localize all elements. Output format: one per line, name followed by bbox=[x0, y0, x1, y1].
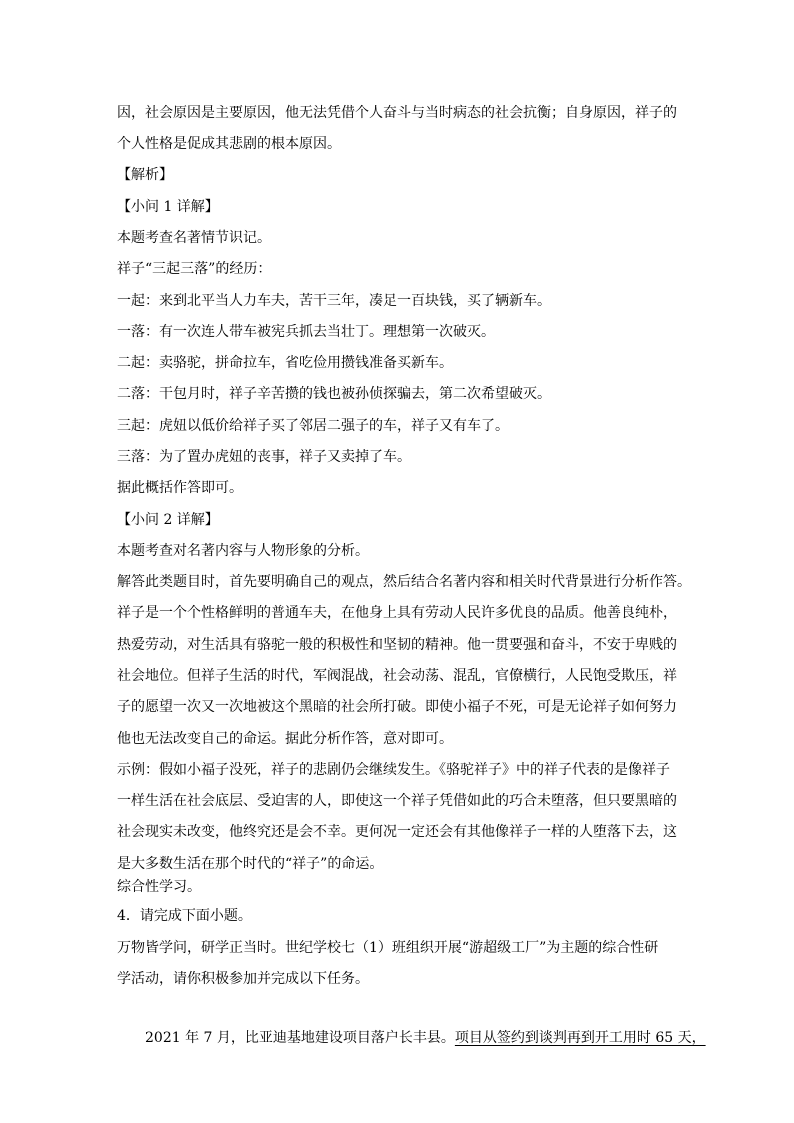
paragraph-line: 社会地位。但祥子生活的时代，军阀混战，社会动荡、混乱，官僚横行，人民饱受欺压，祥 bbox=[117, 668, 677, 684]
list-item: 一落：有一次连人带车被宪兵抓去当壮丁。理想第一次破灭。 bbox=[117, 324, 495, 340]
paragraph-line: 据此概括作答即可。 bbox=[117, 480, 243, 496]
paragraph-line bbox=[145, 1028, 706, 1048]
paragraph-line: 是大多数生活在那个时代的“祥子”的命运。 bbox=[117, 856, 384, 872]
paragraph-line: 祥子“三起三落”的经历： bbox=[117, 261, 272, 277]
paragraph-line: 示例：假如小福子没死，祥子的悲剧仍会继续发生。《骆驼祥子》中的祥子代表的是像祥子 bbox=[117, 762, 670, 778]
list-item: 三落：为了置办虎妞的丧事，祥子又卖掉了车。 bbox=[117, 449, 411, 465]
list-item: 一起：来到北平当人力车夫，苦干三年，凑足一百块钱，买了辆新车。 bbox=[117, 293, 551, 309]
paragraph-line: 本题考查对名著内容与人物形象的分析。 bbox=[117, 543, 369, 559]
question-number: 4．请完成下面小题。 bbox=[117, 908, 252, 924]
list-item: 三起：虎妞以低价给祥子买了邻居二强子的车，祥子又有车了。 bbox=[117, 418, 509, 434]
paragraph-line: 个人性格是促成其悲剧的根本原因。 bbox=[117, 136, 341, 152]
paragraph-line: 本题考查名著情节识记。 bbox=[117, 230, 271, 246]
paragraph-line: 解答此类题目时，首先要明确自己的观点，然后结合名著内容和相关时代背景进行分析作答。 bbox=[117, 574, 691, 590]
underlined-text: 项目从签约到谈判再到开工用时 65 天， bbox=[454, 1030, 706, 1046]
paragraph-line: 热爱劳动，对生活具有骆驼一般的积极性和坚韧的精神。他一贯要强和奋斗，不安于卑贱的 bbox=[117, 637, 677, 653]
paragraph-line: 综合性学习。 bbox=[117, 879, 201, 895]
paragraph-line: 学活动，请你积极参加并完成以下任务。 bbox=[117, 971, 369, 987]
paragraph-line: 一样生活在社会底层、受迫害的人，即使这一个祥子凭借如此的巧合未堕落，但只要黑暗的 bbox=[117, 793, 677, 809]
paragraph-line: 社会现实未改变，他终究还是会不幸。更何况一定还会有其他像祥子一样的人堕落下去，这 bbox=[117, 824, 677, 840]
paragraph-line: 万物皆学问，研学正当时。世纪学校七（1）班组织开展“游超级工厂”为主题的综合性研 bbox=[117, 940, 659, 956]
section-heading: 【解析】 bbox=[117, 167, 173, 183]
list-item: 二落：干包月时，祥子辛苦攒的钱也被孙侦探骗去，第二次希望破灭。 bbox=[117, 386, 551, 402]
list-item: 二起：卖骆驼，拼命拉车，省吃俭用攒钱准备买新车。 bbox=[117, 355, 453, 371]
paragraph-line: 子的愿望一次又一次地被这个黑暗的社会所打破。即使小福子不死，可是无论祥子如何努力 bbox=[117, 699, 677, 715]
paragraph-line: 他也无法改变自己的命运。据此分析作答，意对即可。 bbox=[117, 731, 453, 747]
plain-text: 2021 年 7 月，比亚迪基地建设项目落户长丰县。 bbox=[145, 1030, 455, 1046]
paragraph-line: 因，社会原因是主要原因，他无法凭借个人奋斗与当时病态的社会抗衡；自身原因，祥子的 bbox=[117, 105, 677, 121]
paragraph-line: 祥子是一个个性格鲜明的普通车夫，在他身上具有劳动人民许多优良的品质。他善良纯朴， bbox=[117, 605, 677, 621]
section-heading: 【小问 1 详解】 bbox=[117, 199, 219, 215]
section-heading: 【小问 2 详解】 bbox=[117, 512, 219, 528]
